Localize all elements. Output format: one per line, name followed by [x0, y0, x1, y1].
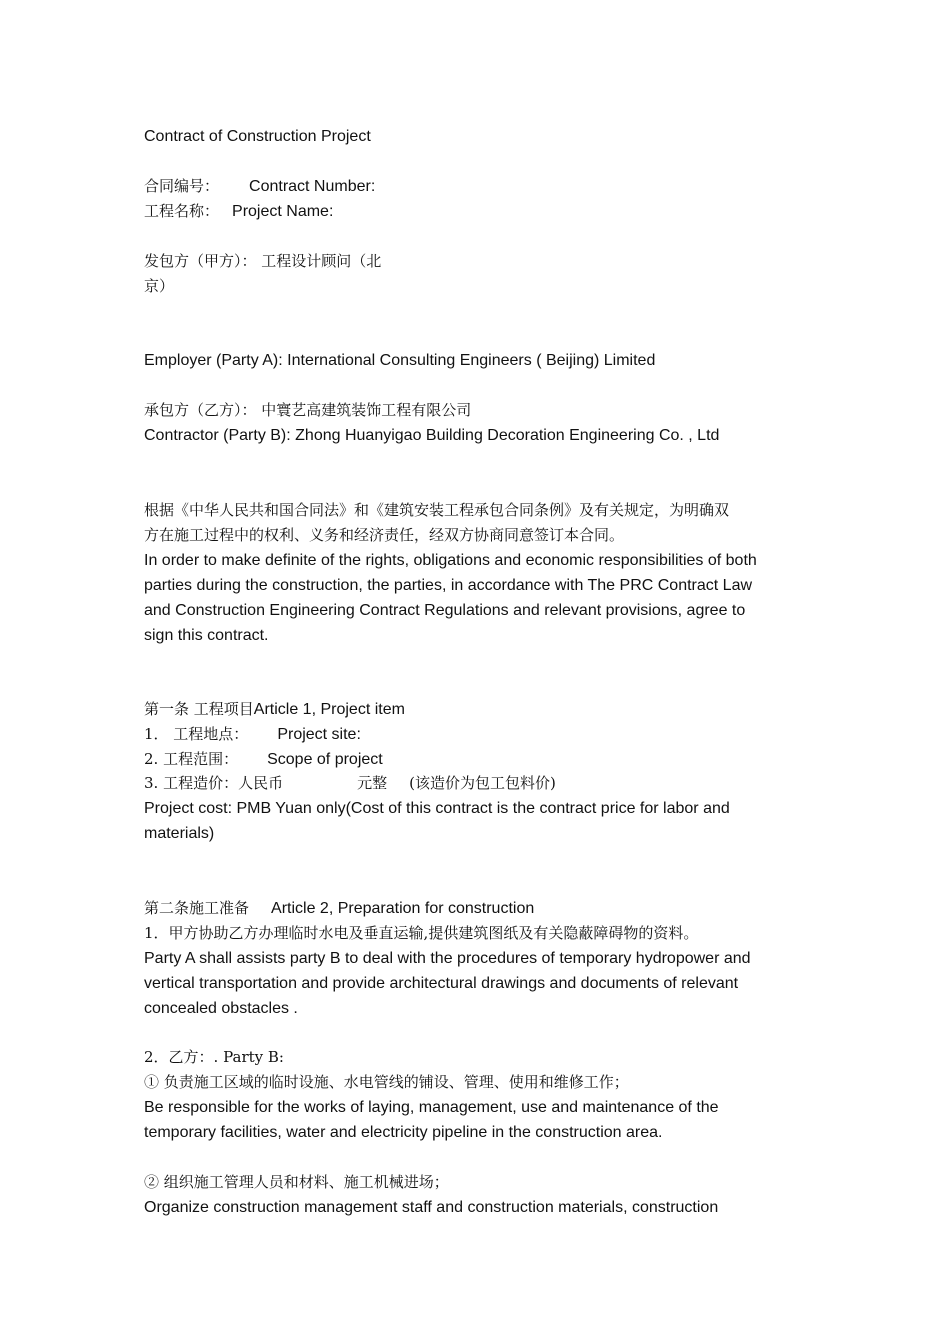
preamble-en-line1: In order to make definite of the rights, obligations and economic responsibilities of both [144, 552, 757, 569]
article2-item1-en-line2: vertical transportation and provide architectural drawings and documents of relevant [144, 975, 739, 992]
party-a-cn-line2: 京） [144, 277, 175, 295]
article1-item1 [144, 722, 361, 747]
article2-heading [144, 896, 534, 921]
article2-sub2-cn: ② 组织施工管理人员和材料、施工机械进场； [144, 1173, 449, 1191]
party-b-en: Contractor (Party B): Zhong Huanyigao Building Decoration Engineering Co. , Ltd [144, 427, 720, 444]
article2-item2-heading: 2．乙方：. Party B: [144, 1048, 284, 1066]
preamble-en-line2: parties during the construction, the parties, in accordance with The PRC Contract Law [144, 577, 753, 594]
article1-heading-en: Article 1, Project item [253, 701, 405, 718]
party-a-en: Employer (Party A): International Consulting Engineers ( Beijing) Limited [144, 352, 656, 369]
contract-number-label-en: Contract Number: [249, 178, 376, 195]
article1-item2-en: Scope of project [267, 751, 383, 768]
article1-item3-cn-b: 元整 [357, 774, 388, 792]
article1-heading [144, 697, 405, 722]
article2-heading-en: Article 2, Preparation for construction [271, 900, 535, 917]
preamble-cn-line1: 根据《中华人民共和国合同法》和《建筑安装工程承包合同条例》及有关规定，为明确双 [144, 501, 730, 519]
contract-number-row [144, 174, 375, 199]
doc-title: Contract of Construction Project [144, 128, 371, 145]
article1-item2 [144, 747, 383, 772]
party-a-cn-line1: 发包方（甲方）： 工程设计顾问（北 [144, 252, 382, 270]
article2-sub1-en-line1: Be responsible for the works of laying, management, use and maintenance of the [144, 1099, 719, 1116]
preamble-cn-line2: 方在施工过程中的权利、义务和经济责任，经双方协商同意签订本合同。 [144, 526, 625, 544]
article1-item1-en: Project site: [277, 726, 361, 743]
article1-cost-en-line1: Project cost: PMB Yuan only(Cost of this contract is the contract price for labor and [144, 800, 730, 817]
article2-item1-en-line3: concealed obstacles . [144, 1000, 298, 1017]
article1-item3-cn-a: 3. 工程造价：人民币 [144, 774, 284, 792]
article2-heading-cn: 第二条施工准备 [144, 899, 250, 917]
project-name-label-en: Project Name: [232, 203, 334, 220]
preamble-en-line3: and Construction Engineering Contract Regulations and relevant provisions, agree to [144, 602, 746, 619]
article1-item1-cn: 1． 工程地点： [144, 725, 249, 743]
article2-item1-cn: 1．甲方协助乙方办理临时水电及垂直运输,提供建筑图纸及有关隐蔽障碍物的资料。 [144, 924, 699, 942]
article2-sub1-cn: ① 负责施工区域的临时设施、水电管线的铺设、管理、使用和维修工作； [144, 1073, 629, 1091]
project-name-row [144, 199, 333, 224]
article2-item1-en-line1: Party A shall assists party B to deal with the procedures of temporary hydropower and [144, 950, 751, 967]
preamble-en-line4: sign this contract. [144, 627, 269, 644]
article1-cost-en-line2: materials) [144, 825, 215, 842]
article1-item3-cn-c: (该造价为包工包料价) [409, 774, 556, 792]
article1-item2-cn: 2. 工程范围： [144, 750, 239, 768]
project-name-label-cn: 工程名称： [144, 202, 220, 220]
article2-sub2-en-line1: Organize construction management staff and construction materials, construction [144, 1199, 719, 1216]
article2-sub1-en-line2: temporary facilities, water and electricity pipeline in the construction area. [144, 1124, 663, 1141]
party-b-cn: 承包方（乙方）： 中寰艺高建筑装饰工程有限公司 [144, 401, 472, 419]
article1-heading-cn: 第一条 工程项目 [144, 700, 254, 718]
contract-number-label-cn: 合同编号： [144, 177, 220, 195]
article1-item3 [144, 771, 556, 796]
